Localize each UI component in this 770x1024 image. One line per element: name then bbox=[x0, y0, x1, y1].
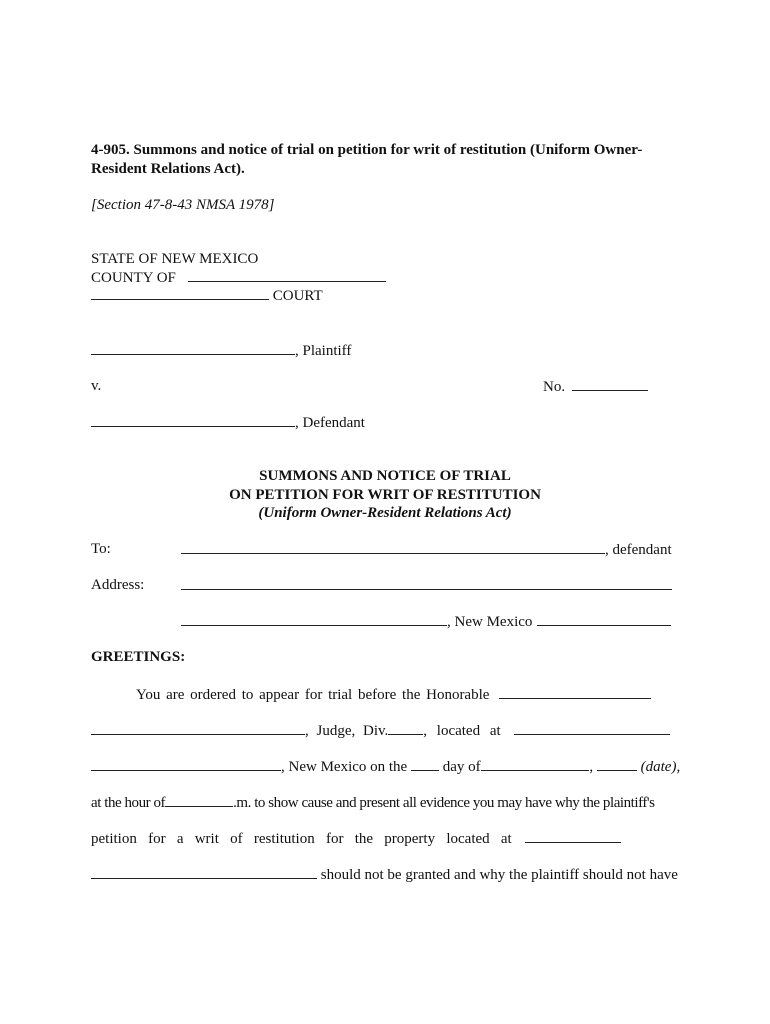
address-line2 bbox=[181, 612, 671, 631]
rule-title-line1: 4-905. Summons and notice of trial on petition for writ of restitution (Uniform Owner- bbox=[91, 142, 643, 158]
form-title-line2: ON PETITION FOR WRIT OF RESTITUTION bbox=[229, 487, 541, 503]
case-number-line bbox=[543, 377, 648, 396]
court-label: COURT bbox=[272, 288, 323, 304]
date-label: (date), bbox=[640, 759, 681, 775]
nm-on-label: , New Mexico on the bbox=[281, 759, 408, 775]
defendant-name-blank[interactable] bbox=[181, 540, 605, 554]
year-blank[interactable] bbox=[597, 757, 637, 771]
case-number-blank[interactable] bbox=[572, 377, 648, 391]
hour-label: at the hour of bbox=[91, 795, 166, 811]
defendant-blank[interactable] bbox=[91, 413, 295, 427]
property-location-blank-2[interactable] bbox=[91, 865, 317, 879]
county-line bbox=[91, 268, 386, 287]
show-cause-text: .m. to show cause and present all evidence you may have why the plaintiff's bbox=[233, 795, 655, 811]
defendant-label: , Defendant bbox=[295, 415, 365, 431]
defendant-suffix: , defendant bbox=[605, 542, 672, 558]
body-line2 bbox=[91, 721, 670, 740]
month-blank[interactable] bbox=[481, 757, 589, 771]
comma: , bbox=[589, 759, 594, 775]
body-line6-text: should not be granted and why the plaintiff should not have bbox=[320, 867, 678, 883]
greetings: GREETINGS: bbox=[91, 649, 186, 665]
address-blank-1[interactable] bbox=[181, 576, 672, 590]
judge-name-blank-2[interactable] bbox=[91, 721, 305, 735]
to-label: To: bbox=[91, 541, 111, 557]
hour-blank[interactable] bbox=[165, 793, 233, 807]
court-line bbox=[91, 286, 323, 305]
body-line1 bbox=[136, 685, 651, 704]
court-blank[interactable] bbox=[91, 286, 269, 300]
rule-citation: [Section 47-8-43 NMSA 1978] bbox=[91, 197, 275, 213]
body-line1-text: You are ordered to appear for trial before the Honorable bbox=[136, 687, 490, 703]
defendant-line bbox=[91, 413, 365, 432]
case-number-label: No. bbox=[543, 379, 566, 395]
located-label: , located at bbox=[423, 723, 501, 739]
state-name: STATE OF NEW MEXICO bbox=[91, 251, 259, 267]
body-line4 bbox=[91, 793, 655, 812]
body-line6 bbox=[91, 865, 678, 884]
judge-label: , Judge, Div. bbox=[305, 723, 389, 739]
plaintiff-line bbox=[91, 341, 351, 360]
address-city-blank[interactable] bbox=[181, 612, 447, 626]
new-mexico-label: , New Mexico bbox=[447, 614, 533, 630]
body-line5-text: petition for a writ of restitution for the property located at bbox=[91, 831, 512, 847]
to-line bbox=[181, 540, 672, 559]
judge-name-blank[interactable] bbox=[499, 685, 651, 699]
body-line5 bbox=[91, 829, 621, 848]
rule-title-line2: Resident Relations Act). bbox=[91, 161, 245, 177]
form-title-line3: (Uniform Owner-Resident Relations Act) bbox=[258, 505, 512, 521]
county-blank[interactable] bbox=[188, 268, 386, 282]
day-of-label: day of bbox=[442, 759, 481, 775]
court-location-blank[interactable] bbox=[514, 721, 670, 735]
court-city-blank[interactable] bbox=[91, 757, 281, 771]
division-blank[interactable] bbox=[388, 721, 423, 735]
body-line3 bbox=[91, 757, 680, 776]
form-title-line1: SUMMONS AND NOTICE OF TRIAL bbox=[259, 468, 511, 484]
plaintiff-label: , Plaintiff bbox=[295, 343, 352, 359]
plaintiff-blank[interactable] bbox=[91, 341, 295, 355]
county-label: COUNTY OF bbox=[91, 270, 176, 286]
versus: v. bbox=[91, 378, 102, 394]
address-zip-blank[interactable] bbox=[537, 612, 671, 626]
address-line1 bbox=[181, 576, 672, 595]
day-blank[interactable] bbox=[411, 757, 439, 771]
address-label: Address: bbox=[91, 577, 145, 593]
property-location-blank[interactable] bbox=[525, 829, 621, 843]
